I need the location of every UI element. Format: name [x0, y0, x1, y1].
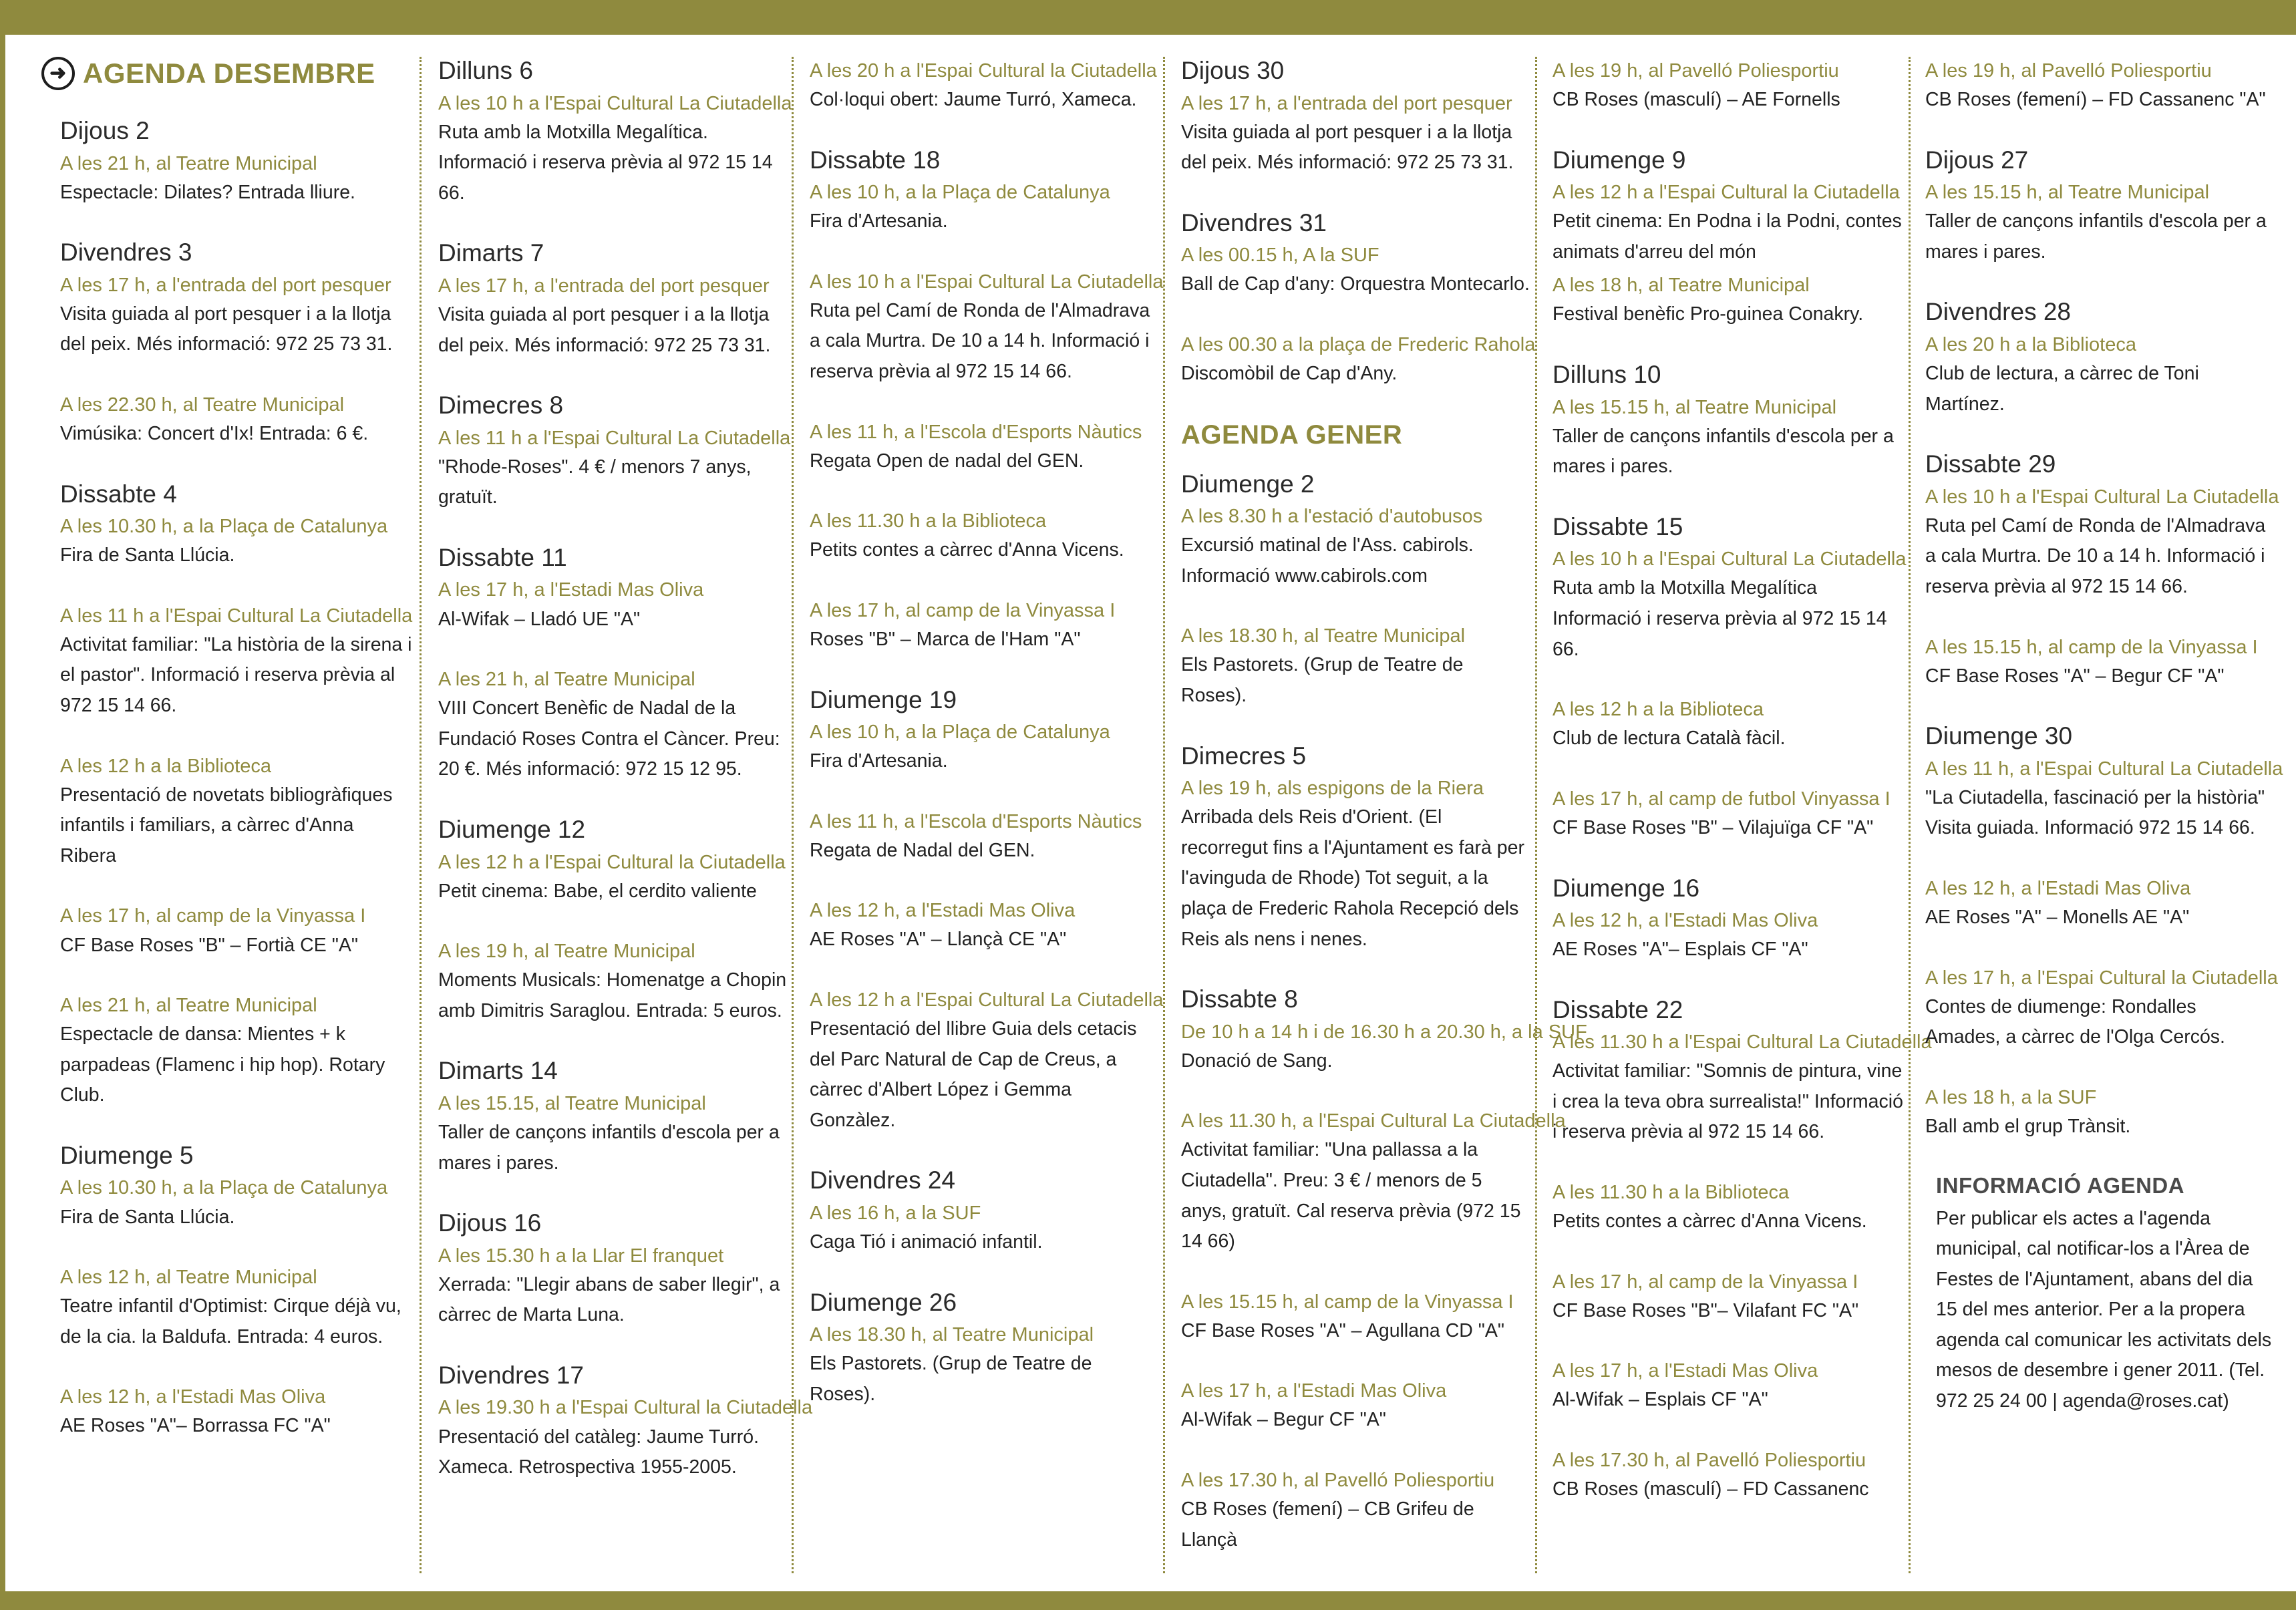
column-5	[1542, 57, 1932, 1563]
event-time-place: A les 12 h a l'Espai Cultural La Ciutadella	[810, 989, 1164, 1011]
day-heading: Diumenge 9	[1552, 146, 1686, 174]
day-heading: Divendres 17	[438, 1361, 585, 1389]
event-time-place: A les 17 h, a l'entrada del port pesquer	[60, 274, 391, 296]
event-time-place: A les 18.30 h, al Teatre Municipal	[1181, 625, 1466, 647]
event-time-place: A les 19 h, al Pavelló Poliesportiu	[1552, 60, 1839, 82]
event-description: AE Roses "A"– Esplais CF "A"	[1552, 939, 1808, 961]
event-description: "La Ciutadella, fascinació per la història" Visita guiada. Informació 972 15 14 66.	[1925, 786, 2265, 839]
event-time-place: A les 15.15 h, al camp de la Vinyassa I	[1181, 1291, 1514, 1313]
event-item	[1552, 695, 1908, 754]
event-item	[1181, 90, 1531, 178]
event-time-place: A les 15.15 h, al camp de la Vinyassa I	[1925, 636, 2258, 658]
event-description: Roses "B" – Marca de l'Ham "A"	[810, 628, 1081, 650]
event-time-place: A les 17 h, a l'Estadi Mas Oliva	[1552, 1360, 1818, 1382]
event-item	[438, 272, 787, 361]
day-heading: Dimarts 14	[438, 1057, 558, 1085]
event-item	[810, 986, 1164, 1136]
event-description: Xerrada: "Llegir abans de saber llegir", a càrrec de Marta Luna.	[438, 1273, 780, 1326]
day-heading: Diumenge 12	[438, 815, 586, 843]
column-6	[1915, 57, 2283, 1563]
day-heading: Diumenge 26	[810, 1288, 957, 1316]
agenda-gener-title: AGENDA GENER	[1181, 420, 1403, 450]
event-description: CF Base Roses "B" – Fortià CE "A"	[60, 934, 358, 956]
day-heading: Dissabte 8	[1181, 985, 1298, 1013]
event-item	[810, 808, 1160, 866]
event-time-place: A les 12 h, a l'Estadi Mas Oliva	[60, 1386, 326, 1408]
event-description: Activitat familiar: "Somnis de pintura, vine i crea la teva obra surrealista!" Informació i reserva prèvia al 972 15 14 66.	[1552, 1060, 1903, 1143]
event-description: Al-Wifak – Esplais CF "A"	[1552, 1389, 1768, 1411]
column-4	[1170, 57, 1587, 1563]
event-time-place: A les 19 h, al Pavelló Poliesportiu	[1925, 60, 2212, 82]
event-item	[810, 1321, 1160, 1410]
event-time-place: A les 17 h, al camp de la Vinyassa I	[1552, 1271, 1858, 1293]
event-item	[60, 271, 414, 360]
event-item	[438, 424, 791, 513]
event-time-place: A les 22.30 h, al Teatre Municipal	[60, 393, 345, 416]
event-time-place: A les 17.30 h, al Pavelló Poliesportiu	[1552, 1449, 1866, 1471]
event-description: AE Roses "A" – Llançà CE "A"	[810, 929, 1067, 951]
event-description: AE Roses "A" – Monells AE "A"	[1925, 907, 2190, 929]
column-divider	[792, 57, 794, 1573]
event-item	[1925, 755, 2283, 844]
column-5-list	[1552, 57, 1932, 1505]
event-time-place: A les 21 h, al Teatre Municipal	[60, 152, 317, 174]
event-item	[810, 718, 1160, 777]
day-heading: Divendres 3	[60, 238, 192, 267]
event-description: Ruta pel Camí de Ronda de l'Almadrava a cala Murtra. De 10 a 14 h. Informació i reserva prèvia al 972 15 14 66.	[1925, 514, 2266, 597]
event-item	[60, 602, 414, 721]
event-description: Excursió matinal de l'Ass. cabirols. Informació www.cabirols.com	[1181, 534, 1474, 587]
column-2	[428, 57, 813, 1563]
event-item	[1552, 271, 1908, 330]
event-time-place: A les 17 h, al camp de la Vinyassa I	[810, 599, 1116, 621]
event-description: Fira de Santa Llúcia.	[60, 544, 235, 567]
event-item	[1552, 907, 1908, 965]
event-description: Visita guiada al port pesquer i a la llotja del peix. Més informació: 972 25 73 31.	[1181, 121, 1514, 174]
event-description: Club de lectura, a càrrec de Toni Martínez.	[1925, 363, 2199, 415]
event-item	[1181, 502, 1531, 591]
event-time-place: A les 12 h a l'Espai Cultural la Ciutadella	[438, 851, 786, 873]
event-item	[1925, 1084, 2275, 1142]
event-item	[1181, 1466, 1531, 1555]
info-title: INFORMACIÓ AGENDA	[1936, 1172, 2185, 1198]
column-3	[799, 57, 1164, 1563]
event-item	[438, 848, 787, 907]
event-time-place: A les 12 h, a l'Estadi Mas Oliva	[1925, 878, 2191, 899]
event-time-place: A les 17 h, a l'entrada del port pesquer	[438, 275, 770, 297]
event-item	[810, 897, 1160, 955]
column-divider	[420, 57, 422, 1573]
event-description: Ruta amb la Motxilla Megalítica Informació i reserva prèvia al 972 15 14 66.	[1552, 577, 1887, 660]
day-heading: Dissabte 15	[1552, 512, 1683, 540]
event-time-place: A les 11 h, a l'Espai Cultural La Ciutadella	[1925, 758, 2283, 780]
column-1	[40, 57, 414, 1563]
day-heading: Diumenge 16	[1552, 874, 1700, 902]
event-item	[60, 902, 414, 961]
info-box	[1925, 1173, 2275, 1417]
event-item	[1552, 1446, 1908, 1505]
day-heading: Diumenge 2	[1181, 470, 1315, 498]
event-item	[1925, 331, 2275, 420]
event-item	[438, 90, 792, 209]
event-time-place: A les 20 h a la Biblioteca	[1925, 333, 2136, 355]
agenda-desembre-title: AGENDA DESEMBRE	[83, 57, 375, 89]
event-description: Visita guiada al port pesquer i a la llotja del peix. Més informació: 972 25 73 31.	[438, 303, 771, 356]
event-time-place: A les 00.30 a la plaça de Frederic Rahola	[1181, 333, 1536, 355]
event-description: Club de lectura Català fàcil.	[1552, 728, 1786, 750]
column-1-list	[60, 117, 414, 1442]
event-item	[438, 937, 787, 1026]
event-item	[60, 1263, 414, 1352]
event-time-place: A les 11 h a l'Espai Cultural La Ciutadella	[60, 605, 413, 627]
column-3-list	[810, 57, 1164, 1410]
event-time-place: A les 10 h a l'Espai Cultural La Ciutadella	[438, 92, 792, 114]
event-item	[810, 418, 1160, 477]
event-description: Al-Wifak – Lladó UE "A"	[438, 608, 641, 630]
event-item	[1925, 178, 2275, 267]
event-time-place: De 10 h a 14 h i de 16.30 h a 20.30 h, a la SUF	[1181, 1021, 1587, 1043]
day-heading: Dimarts 7	[438, 239, 544, 267]
event-description: CF Base Roses "A" – Begur CF "A"	[1925, 665, 2225, 687]
event-description: Petits contes a càrrec d'Anna Vicens.	[810, 539, 1124, 561]
event-description: Fira d'Artesania.	[810, 750, 948, 772]
event-time-place: A les 18 h, a la SUF	[1925, 1086, 2097, 1108]
day-heading: Dijous 30	[1181, 57, 1285, 84]
event-time-place: A les 16 h, a la SUF	[810, 1202, 981, 1225]
event-time-place: A les 19.30 h a l'Espai Cultural la Ciutadella	[438, 1397, 813, 1419]
event-description: Fira d'Artesania.	[810, 210, 948, 232]
event-item	[810, 507, 1160, 566]
info-text: Per publicar els actes a l'agenda municipal, cal notificar-los a l'Àrea de Festes de l'Ajuntament, abans del dia 15 del mes anterior. Per a la propera agenda cal comunicar les activitats dels mesos de desembre i gener 2011. (Tel. 972 25 24 00 | agenda@roses.cat)	[1936, 1207, 2272, 1412]
event-description: Taller de cançons infantils d'escola per a mares i pares.	[1925, 210, 2267, 263]
event-description: Teatre infantil d'Optimist: Cirque déjà vu, de la cia. la Baldufa. Entrada: 4 euros.	[60, 1295, 401, 1347]
event-time-place: A les 10.30 h, a la Plaça de Catalunya	[60, 516, 388, 538]
event-time-place: A les 11 h a l'Espai Cultural La Ciutadella	[438, 427, 791, 449]
event-time-place: A les 15.15 h, al Teatre Municipal	[1925, 182, 2210, 204]
event-time-place: A les 15.15 h, al Teatre Municipal	[1552, 396, 1837, 418]
event-description: Regata Open de nadal del GEN.	[810, 450, 1084, 472]
day-heading: Dissabte 11	[438, 543, 567, 571]
event-description: CF Base Roses "B"– Vilafant FC "A"	[1552, 1299, 1859, 1321]
agenda-desembre-header	[49, 57, 414, 90]
event-description: Espectacle: Dilates? Entrada lliure.	[60, 181, 355, 203]
event-description: Taller de cançons infantils d'escola per a mares i pares.	[1552, 425, 1894, 478]
event-description: Regata de Nadal del GEN.	[810, 839, 1035, 861]
event-item	[1552, 57, 1908, 116]
column-4-gener-list	[1181, 470, 1587, 1556]
event-item	[1925, 874, 2275, 933]
event-description: Al-Wifak – Begur CF "A"	[1181, 1409, 1386, 1431]
event-item	[438, 1242, 787, 1331]
day-heading: Dimecres 5	[1181, 742, 1307, 770]
event-item	[1181, 1107, 1566, 1257]
column-4-desembre-list	[1181, 57, 1536, 389]
day-heading: Dilluns 10	[1552, 361, 1661, 389]
event-time-place: A les 20 h a l'Espai Cultural la Ciutadella	[810, 60, 1157, 82]
event-item	[60, 512, 414, 571]
event-time-place: A les 8.30 h a l'estació d'autobusos	[1181, 506, 1483, 528]
event-item	[1552, 1028, 1932, 1148]
day-heading: Dijous 27	[1925, 146, 2029, 174]
event-time-place: A les 17 h, a l'Espai Cultural la Ciutadella	[1925, 967, 2278, 989]
event-item	[60, 1174, 414, 1233]
day-heading: Dijous 16	[438, 1209, 542, 1237]
event-description: Els Pastorets. (Grup de Teatre de Roses).	[1181, 654, 1464, 707]
day-heading: Dissabte 22	[1552, 995, 1683, 1023]
event-description: Activitat familiar: "Una pallassa a la Ciutadella". Preu: 3 € / menors de 5 anys, gratuït. Cal reserva prèvia (972 15 14 66)	[1181, 1139, 1521, 1253]
event-time-place: A les 10 h a l'Espai Cultural La Ciutadella	[1552, 548, 1907, 571]
event-description: "Rhode-Roses". 4 € / menors 7 anys, gratuït.	[438, 456, 752, 508]
event-description: Visita guiada al port pesquer i a la llotja del peix. Més informació: 972 25 73 31.	[60, 303, 393, 355]
column-2-list	[438, 57, 813, 1483]
agenda-gener-header	[1181, 420, 1531, 450]
event-item	[60, 991, 414, 1111]
event-item	[60, 391, 414, 450]
event-item	[438, 665, 787, 785]
event-description: Col·loqui obert: Jaume Turró, Xameca.	[810, 89, 1137, 111]
event-item	[810, 1199, 1160, 1258]
day-heading: Divendres 24	[810, 1166, 956, 1194]
event-description: Fira de Santa Llúcia.	[60, 1206, 235, 1228]
event-item	[1552, 178, 1908, 267]
event-time-place: A les 11 h, a l'Escola d'Esports Nàutics	[810, 421, 1142, 443]
event-description: Vimúsika: Concert d'Ix! Entrada: 6 €.	[60, 423, 369, 445]
event-time-place: A les 15.15, al Teatre Municipal	[438, 1092, 706, 1114]
event-item	[810, 268, 1164, 387]
event-item	[1181, 622, 1531, 711]
column-6-list	[1925, 57, 2283, 1142]
event-item	[1181, 774, 1531, 955]
event-time-place: A les 17 h, al camp de futbol Vinyassa I	[1552, 788, 1891, 810]
event-item	[1552, 545, 1908, 665]
event-description: Ruta amb la Motxilla Megalítica. Informació i reserva prèvia al 972 15 14 66.	[438, 121, 773, 204]
event-item	[1181, 241, 1531, 300]
event-description: CB Roses (masculí) – AE Fornells	[1552, 89, 1840, 111]
event-description: Contes de diumenge: Rondalles Amades, a càrrec de l'Olga Cercós.	[1925, 995, 2225, 1048]
event-description: Espectacle de dansa: Mientes + k parpadeas (Flamenc i hip hop). Rotary Club.	[60, 1023, 385, 1106]
event-item	[1552, 1178, 1908, 1237]
event-description: Presentació del catàleg: Jaume Turró. Xameca. Retrospectiva 1955-2005.	[438, 1426, 760, 1478]
event-description: Ball de Cap d'any: Orquestra Montecarlo.	[1181, 273, 1530, 295]
event-description: Discomòbil de Cap d'Any.	[1181, 363, 1398, 385]
day-heading: Dissabte 29	[1925, 450, 2056, 478]
event-time-place: A les 15.30 h a la Llar El franquet	[438, 1245, 724, 1267]
event-time-place: A les 11.30 h a l'Espai Cultural La Ciutadella	[1552, 1031, 1932, 1054]
event-item	[1925, 57, 2275, 116]
event-description: Petits contes a càrrec d'Anna Vicens.	[1552, 1211, 1867, 1233]
event-time-place: A les 21 h, al Teatre Municipal	[438, 669, 695, 691]
event-description: Taller de cançons infantils d'escola per a mares i pares.	[438, 1121, 780, 1174]
event-item	[1925, 483, 2279, 603]
event-description: Caga Tió i animació infantil.	[810, 1231, 1043, 1253]
event-item	[1181, 1288, 1531, 1347]
arrow-right-circle-icon: ➜	[41, 57, 75, 90]
event-item	[1552, 393, 1908, 482]
event-time-place: A les 17 h, al camp de la Vinyassa I	[60, 905, 366, 927]
event-time-place: A les 11.30 h, a l'Espai Cultural La Ciutadella	[1181, 1110, 1566, 1132]
event-item	[60, 1383, 414, 1442]
event-description: Petit cinema: Babe, el cerdito valiente	[438, 880, 757, 902]
day-heading: Dissabte 18	[810, 146, 941, 174]
day-heading: Diumenge 19	[810, 685, 957, 713]
left-border	[0, 0, 5, 1610]
column-divider	[1909, 57, 1911, 1573]
event-description: Donació de Sang.	[1181, 1050, 1333, 1072]
event-time-place: A les 18.30 h, al Teatre Municipal	[810, 1324, 1094, 1346]
event-time-place: A les 12 h, a l'Estadi Mas Oliva	[810, 900, 1076, 922]
day-heading: Divendres 28	[1925, 298, 2072, 326]
event-item	[1925, 633, 2275, 692]
day-heading: Dissabte 4	[60, 480, 177, 508]
event-time-place: A les 18 h, al Teatre Municipal	[1552, 275, 1810, 297]
event-description: Festival benèfic Pro-guinea Conakry.	[1552, 303, 1864, 325]
event-description: Els Pastorets. (Grup de Teatre de Roses).	[810, 1353, 1092, 1405]
event-time-place: A les 10 h a l'Espai Cultural La Ciutadella	[810, 271, 1164, 293]
event-description: Petit cinema: En Podna i la Podni, contes animats d'arreu del món	[1552, 210, 1902, 263]
event-time-place: A les 17 h, a l'entrada del port pesquer	[1181, 92, 1512, 114]
event-item	[1925, 964, 2278, 1053]
event-item	[1181, 1377, 1531, 1436]
event-time-place: A les 10 h a l'Espai Cultural La Ciutadella	[1925, 486, 2279, 508]
bottom-border	[0, 1591, 2296, 1610]
event-time-place: A les 10.30 h, a la Plaça de Catalunya	[60, 1177, 388, 1199]
event-time-place: A les 17.30 h, al Pavelló Poliesportiu	[1181, 1470, 1495, 1492]
event-description: CF Base Roses "B" – Vilajuïga CF "A"	[1552, 816, 1874, 838]
event-item	[810, 57, 1160, 116]
event-description: Ball amb el grup Trànsit.	[1925, 1115, 2131, 1137]
event-time-place: A les 11.30 h a la Biblioteca	[810, 510, 1047, 532]
event-item	[438, 1394, 813, 1482]
event-time-place: A les 12 h, a l'Estadi Mas Oliva	[1552, 910, 1818, 932]
event-description: CB Roses (femení) – FD Cassanenc "A"	[1925, 89, 2266, 111]
event-item	[60, 150, 414, 208]
event-time-place: A les 12 h a la Biblioteca	[60, 755, 271, 777]
day-heading: Diumenge 5	[60, 1141, 194, 1169]
column-divider	[1163, 57, 1165, 1573]
event-time-place: A les 17 h, a l'Estadi Mas Oliva	[1181, 1380, 1447, 1402]
event-item	[1552, 785, 1908, 844]
event-description: Arribada dels Reis d'Orient. (El recorregut fins a l'Ajuntament es farà per l'avinguda de Rhode) Tot seguit, a la plaça de Frederic Rahola Recepció dels Reis als nens i nenes.	[1181, 806, 1524, 950]
event-item	[1552, 1268, 1908, 1327]
event-item	[438, 576, 787, 635]
event-time-place: A les 12 h a la Biblioteca	[1552, 699, 1764, 721]
day-heading: Diumenge 30	[1925, 722, 2073, 750]
event-description: Presentació de novetats bibliogràfiques infantils i familiars, a càrrec d'Anna Ribera	[60, 784, 393, 866]
day-heading: Dilluns 6	[438, 57, 533, 84]
event-description: CB Roses (femení) – CB Grifeu de Llançà	[1181, 1498, 1474, 1551]
event-item	[810, 178, 1160, 237]
event-time-place: A les 10 h, a la Plaça de Catalunya	[810, 721, 1110, 744]
event-item	[1181, 1018, 1587, 1077]
event-description: CB Roses (masculí) – FD Cassanenc	[1552, 1478, 1869, 1500]
event-description: AE Roses "A"– Borrassa FC "A"	[60, 1415, 331, 1437]
event-description: VIII Concert Benèfic de Nadal de la Fundació Roses Contra el Càncer. Preu: 20 €. Més informació: 972 15 12 95.	[438, 697, 780, 780]
event-description: CF Base Roses "A" – Agullana CD "A"	[1181, 1319, 1505, 1341]
day-heading: Dijous 2	[60, 117, 150, 144]
event-time-place: A les 10 h, a la Plaça de Catalunya	[810, 182, 1110, 204]
top-border	[0, 0, 2296, 35]
event-time-place: A les 11 h, a l'Escola d'Esports Nàutics	[810, 810, 1142, 832]
event-time-place: A les 11.30 h a la Biblioteca	[1552, 1182, 1790, 1204]
day-heading: Divendres 31	[1181, 208, 1327, 236]
event-description: Ruta pel Camí de Ronda de l'Almadrava a cala Murtra. De 10 a 14 h. Informació i reserva prèvia al 972 15 14 66.	[810, 299, 1150, 383]
event-time-place: A les 12 h a l'Espai Cultural la Ciutadella	[1552, 182, 1900, 204]
day-heading: Dimecres 8	[438, 391, 564, 420]
event-description: Activitat familiar: "La història de la sirena i el pastor". Informació i reserva prèvia al 972 15 14 66.	[60, 633, 412, 717]
event-item	[1181, 331, 1536, 389]
event-item	[810, 597, 1160, 655]
event-time-place: A les 19 h, als espigons de la Riera	[1181, 778, 1484, 800]
event-time-place: A les 12 h, al Teatre Municipal	[60, 1267, 317, 1289]
event-time-place: A les 00.15 h, A la SUF	[1181, 245, 1379, 267]
event-description: Moments Musicals: Homenatge a Chopin amb Dimitris Saraglou. Entrada: 5 euros.	[438, 969, 787, 1021]
event-description: Presentació del llibre Guia dels cetacis del Parc Natural de Cap de Creus, a càrrec d'Albert López i Gemma Gonzàlez.	[810, 1018, 1137, 1131]
event-item	[438, 1090, 787, 1178]
event-time-place: A les 17 h, a l'Estadi Mas Oliva	[438, 579, 704, 601]
event-time-place: A les 19 h, al Teatre Municipal	[438, 941, 695, 963]
column-divider	[1535, 57, 1537, 1573]
event-item	[1552, 1357, 1908, 1416]
event-item	[60, 752, 414, 872]
event-time-place: A les 21 h, al Teatre Municipal	[60, 995, 317, 1017]
